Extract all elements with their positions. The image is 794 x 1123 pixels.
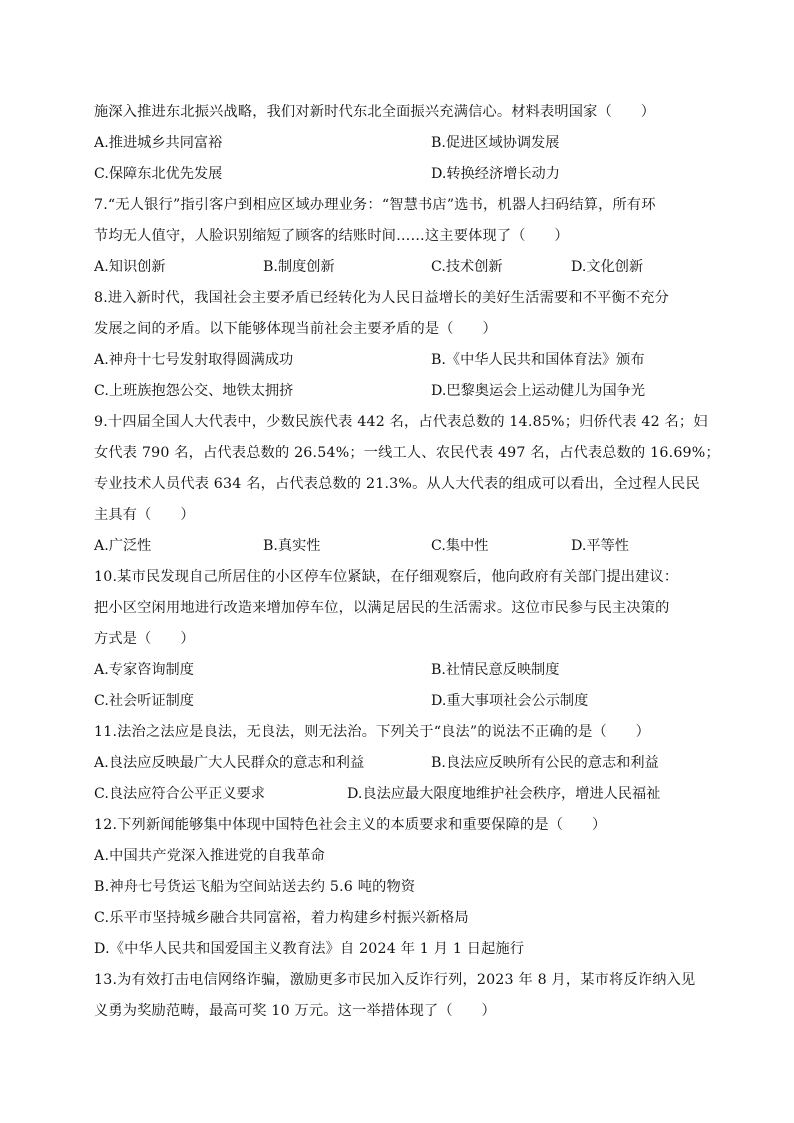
q11-option-b[interactable]: B.良法应反映所有公民的意志和利益	[431, 755, 659, 771]
q9-option-d[interactable]: D.平等性	[571, 538, 629, 554]
q6-stem-line: 施深入推进东北振兴战略，我们对新时代东北全面振兴充满信心。材料表明国家（ ）	[94, 104, 656, 120]
q9-options-row	[94, 531, 714, 562]
q10-stem-line-2: 把小区空闲用地进行改造来增加停车位，以满足居民的生活需求。这位市民参与民主决策的	[94, 600, 670, 616]
q13-stem-line-2: 义勇为奖励范畴，最高可奖 10 万元。这一举措体现了（ ）	[94, 1003, 496, 1019]
q10-stem-line-1: 10.某市民发现自己所居住的小区停车位紧缺，在仔细观察后，他向政府有关部门提出建议：	[94, 569, 679, 585]
q8-option-d[interactable]: D.巴黎奥运会上运动健儿为国争光	[431, 383, 646, 399]
q9-option-b[interactable]: B.真实性	[263, 538, 321, 554]
q7-option-b[interactable]: B.制度创新	[263, 259, 335, 275]
q9-stem-line-2: 女代表 790 名，占代表总数的 26.54%；一线工人、农民代表 497 名，占代表总数的 16.69%；	[94, 445, 720, 461]
q8-option-b[interactable]: B.《中华人民共和国体育法》颁布	[431, 352, 645, 368]
q11-options-row-2	[94, 779, 714, 810]
q7-option-a[interactable]: A.知识创新	[94, 259, 166, 275]
q10-option-b[interactable]: B.社情民意反映制度	[431, 662, 560, 678]
q7-option-c[interactable]: C.技术创新	[431, 259, 503, 275]
q10-option-c[interactable]: C.社会听证制度	[94, 693, 194, 709]
q12-stem-line-1: 12.下列新闻能够集中体现中国特色社会主义的本质要求和重要保障的是（ ）	[94, 817, 607, 833]
q11-option-a[interactable]: A.良法应反映最广大人民群众的意志和利益	[94, 755, 365, 771]
q6-option-d[interactable]: D.转换经济增长动力	[431, 166, 560, 182]
q11-option-d[interactable]: D.良法应最大限度地维护社会秩序，增进人民福祉	[347, 786, 661, 802]
q12-option-a[interactable]: A.中国共产党深入推进党的自我革命	[94, 848, 325, 864]
q11-options-row-1	[94, 748, 714, 779]
q7-stem-line-1: 7.“无人银行”指引客户到相应区域办理业务：“智慧书店”选书，机器人扫码结算，所有环	[94, 197, 656, 213]
q8-option-c[interactable]: C.上班族抱怨公交、地铁太拥挤	[94, 383, 294, 399]
q9-option-c[interactable]: C.集中性	[431, 538, 489, 554]
q13-stem-line-1: 13.为有效打击电信网络诈骗，激励更多市民加入反诈行列，2023 年 8 月，某市将反诈纳入见	[94, 972, 696, 988]
q12-option-b[interactable]: B.神舟七号货运飞船为空间站送去约 5.6 吨的物资	[94, 879, 416, 895]
q9-stem-line-3: 专业技术人员代表 634 名，占代表总数的 21.3%。从人大代表的组成可以看出，全过程人民民	[94, 476, 700, 492]
q7-stem-line-2: 节均无人值守，人脸识别缩短了顾客的结账时间……这主要体现了（ ）	[94, 228, 569, 244]
q10-option-a[interactable]: A.专家咨询制度	[94, 662, 194, 678]
q8-option-a[interactable]: A.神舟十七号发射取得圆满成功	[94, 352, 294, 368]
q6-option-b[interactable]: B.促进区域协调发展	[431, 135, 560, 151]
q7-options-row	[94, 252, 714, 283]
q9-option-a[interactable]: A.广泛性	[94, 538, 152, 554]
q8-options-row-2	[94, 376, 714, 407]
q6-option-a[interactable]: A.推进城乡共同富裕	[94, 135, 223, 151]
q6-options-row-1	[94, 128, 714, 159]
q10-options-row-1	[94, 655, 714, 686]
q9-stem-line-1: 9.十四届全国人大代表中，少数民族代表 442 名，占代表总数的 14.85%；归侨代表 42 名；妇	[94, 414, 708, 430]
q8-options-row-1	[94, 345, 714, 376]
q12-option-c[interactable]: C.乐平市坚持城乡融合共同富裕，着力构建乡村振兴新格局	[94, 910, 469, 926]
q10-option-d[interactable]: D.重大事项社会公示制度	[431, 693, 589, 709]
q8-stem-line-1: 8.进入新时代，我国社会主要矛盾已经转化为人民日益增长的美好生活需要和不平衡不充分	[94, 290, 670, 306]
q12-option-d[interactable]: D.《中华人民共和国爱国主义教育法》自 2024 年 1 月 1 日起施行	[94, 941, 525, 957]
q6-option-c[interactable]: C.保障东北优先发展	[94, 166, 223, 182]
q10-options-row-2	[94, 686, 714, 717]
q8-stem-line-2: 发展之间的矛盾。以下能够体现当前社会主要矛盾的是（ ）	[94, 321, 497, 337]
q7-option-d[interactable]: D.文化创新	[571, 259, 644, 275]
q11-option-c[interactable]: C.良法应符合公平正义要求	[94, 786, 265, 802]
q9-stem-line-4: 主具有（ ）	[94, 507, 195, 523]
question-list	[94, 97, 720, 1027]
q6-options-row-2	[94, 159, 714, 190]
q11-stem-line-1: 11.法治之法应是良法，无良法，则无法治。下列关于“良法”的说法不正确的是（ ）	[94, 724, 651, 740]
q10-stem-line-3: 方式是（ ）	[94, 631, 195, 647]
